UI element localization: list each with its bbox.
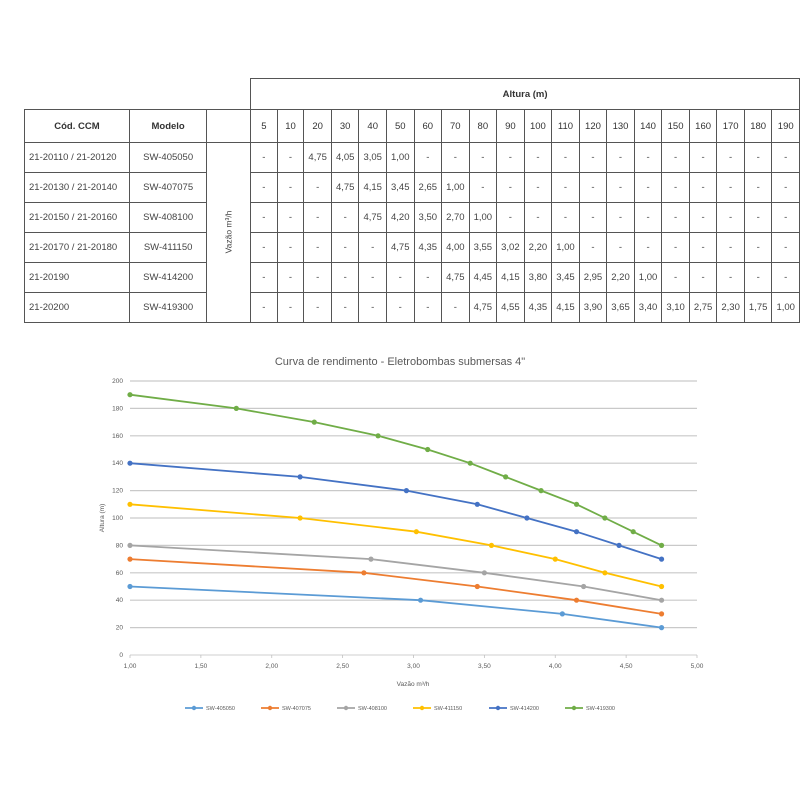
data-point [127,584,132,589]
value-cell: - [524,203,552,233]
value-cell: - [689,173,717,203]
flow-label-cell [207,143,251,323]
data-point [538,488,543,493]
height-header: 160 [689,110,717,143]
table-row [25,263,800,293]
value-cell: 4,75 [386,233,414,263]
axes [112,378,704,670]
value-cell: 4,75 [469,293,497,323]
x-axis-label: Vazão m³/h [396,681,430,688]
value-cell: 3,45 [386,173,414,203]
code-cell: 21-20110 / 21-20120 [25,143,130,173]
value-cell: - [524,143,552,173]
value-cell: 3,05 [359,143,387,173]
height-header: 130 [607,110,635,143]
height-header: 40 [359,110,387,143]
data-point [489,543,494,548]
value-cell: - [717,143,745,173]
value-cell: - [386,263,414,293]
data-point [659,543,664,548]
y-tick-label: 200 [112,378,123,385]
value-cell: 4,05 [331,143,359,173]
data-point [482,570,487,575]
value-cell: - [662,233,690,263]
value-cell: 1,00 [386,143,414,173]
x-tick-label: 3,50 [478,663,491,670]
height-header: 150 [662,110,690,143]
value-cell: 4,75 [331,173,359,203]
value-cell: - [469,173,497,203]
value-cell: 2,20 [607,263,635,293]
value-cell: - [359,233,387,263]
value-cell: - [304,203,332,233]
table-row [25,293,800,323]
y-tick-label: 80 [115,542,123,550]
data-point [468,461,473,466]
data-point [127,502,132,507]
legend-marker [572,706,576,710]
code-header: Cód. CCM [25,110,130,143]
data-point [361,570,366,575]
flow-header-spacer [207,110,251,143]
data-point [631,529,636,534]
value-cell: - [304,233,332,263]
data-point [581,584,586,589]
value-cell: 2,30 [717,293,745,323]
value-cell: - [772,143,800,173]
code-cell: 21-20190 [25,263,130,293]
value-cell: - [497,173,525,203]
code-cell: 21-20200 [25,293,130,323]
value-cell: - [634,203,662,233]
y-tick-label: 0 [119,652,123,659]
chart-title: Curva de rendimento - Eletrobombas submersas 4" [274,356,526,368]
legend-entry [489,706,539,712]
value-cell: 4,75 [304,143,332,173]
height-header: 120 [579,110,607,143]
value-cell: - [689,143,717,173]
height-header: 190 [772,110,800,143]
model-cell: SW-405050 [129,143,206,173]
value-cell: - [277,263,304,293]
x-tick-label: 4,00 [548,663,562,670]
value-cell: - [579,173,607,203]
value-cell: 4,20 [386,203,414,233]
data-point [404,488,409,493]
value-cell: 3,55 [469,233,497,263]
value-cell: - [772,203,800,233]
y-tick-label: 40 [115,597,123,605]
value-cell: - [304,293,332,323]
height-header: 80 [469,110,497,143]
height-header: 5 [251,110,277,143]
value-cell: - [662,263,690,293]
x-tick-label: 2,00 [265,663,279,670]
value-cell: - [689,203,717,233]
y-tick-label: 100 [112,515,123,522]
legend-label: SW-407075 [282,706,311,712]
table-corner [25,79,251,110]
legend-marker [344,706,348,710]
legend-label: SW-419300 [586,706,615,712]
data-point [368,557,373,562]
value-cell: 3,80 [524,263,552,293]
legend-label: SW-411150 [434,706,463,712]
series-group [127,392,664,630]
legend-marker [268,706,272,710]
data-point [475,584,480,589]
data-point [574,502,579,507]
value-cell: - [497,203,525,233]
y-tick-label: 160 [112,432,123,440]
value-cell: - [277,203,304,233]
code-cell: 21-20150 / 21-20160 [25,203,130,233]
value-cell: - [607,143,635,173]
value-cell: - [414,293,442,323]
value-cell: - [744,203,772,233]
value-cell: - [251,173,277,203]
model-cell: SW-408100 [129,203,206,233]
data-point [602,570,607,575]
value-cell: 4,35 [524,293,552,323]
value-cell: - [414,263,442,293]
data-point [425,447,430,452]
legend-label: SW-408100 [358,706,387,712]
value-cell: - [772,173,800,203]
height-header: 70 [442,110,470,143]
value-cell: - [717,263,745,293]
data-point [127,392,132,397]
height-header: 20 [304,110,332,143]
value-cell: 2,95 [579,263,607,293]
value-cell: - [579,203,607,233]
data-point [127,543,132,548]
value-cell: - [331,293,359,323]
value-cell: 4,15 [359,173,387,203]
data-point [574,598,579,603]
value-cell: 4,75 [442,263,470,293]
value-cell: - [277,233,304,263]
data-point [659,625,664,630]
value-cell: - [359,263,387,293]
value-cell: 4,55 [497,293,525,323]
value-cell: - [277,143,304,173]
series-line [130,587,662,628]
value-cell: - [717,203,745,233]
height-header: 30 [331,110,359,143]
value-cell: 2,65 [414,173,442,203]
value-cell: - [634,143,662,173]
value-cell: - [552,173,580,203]
value-cell: - [772,263,800,293]
model-cell: SW-407075 [129,173,206,203]
height-header: 180 [744,110,772,143]
legend-marker [420,706,424,710]
y-tick-label: 140 [112,460,123,468]
value-cell: - [744,173,772,203]
model-cell: SW-411150 [129,233,206,263]
data-point [659,557,664,562]
data-point [418,598,423,603]
legend-marker [496,706,500,710]
value-cell: - [386,293,414,323]
value-cell: - [662,143,690,173]
value-cell: 3,40 [634,293,662,323]
value-cell: 3,65 [607,293,635,323]
value-cell: - [579,233,607,263]
value-cell: - [497,143,525,173]
height-header: 10 [277,110,304,143]
value-cell: - [634,173,662,203]
value-cell: - [251,143,277,173]
value-cell: - [359,293,387,323]
value-cell: - [689,233,717,263]
data-point [602,515,607,520]
table-row [25,203,800,233]
value-cell: - [304,263,332,293]
x-tick-label: 2,50 [336,663,349,670]
performance-table [24,78,800,323]
legend-entry [565,706,615,712]
value-cell: - [331,263,359,293]
x-tick-label: 1,50 [194,663,208,670]
legend-entry [413,706,462,712]
data-point [659,584,664,589]
value-cell: 2,75 [689,293,717,323]
value-cell: 4,45 [469,263,497,293]
legend-marker [192,706,196,710]
x-tick-label: 3,00 [407,663,420,670]
data-point [312,420,317,425]
value-cell: - [607,203,635,233]
code-cell: 21-20130 / 21-20140 [25,173,130,203]
value-cell: - [251,233,277,263]
value-cell: - [277,293,304,323]
legend-label: SW-414200 [510,706,539,712]
data-point [574,529,579,534]
value-cell: - [552,143,580,173]
height-header: 50 [386,110,414,143]
value-cell: 4,15 [552,293,580,323]
value-cell: 4,15 [497,263,525,293]
table-row [25,143,800,173]
value-cell: - [717,233,745,263]
performance-chart [0,345,800,725]
value-cell: 4,35 [414,233,442,263]
series-sw-405050 [127,584,664,630]
value-cell: - [331,233,359,263]
value-cell: - [744,233,772,263]
value-cell: 4,00 [442,233,470,263]
value-cell: 2,70 [442,203,470,233]
y-tick-label: 60 [115,569,123,577]
legend-entry [185,706,235,712]
data-point [298,474,303,479]
data-point [616,543,621,548]
model-cell: SW-414200 [129,263,206,293]
value-cell: 1,00 [772,293,800,323]
value-cell: - [634,233,662,263]
model-header: Modelo [129,110,206,143]
value-cell: - [552,203,580,233]
y-axis-label: Altura (m) [99,503,106,533]
data-point [524,515,529,520]
value-cell: - [772,233,800,263]
height-header: 90 [497,110,525,143]
legend-label: SW-405050 [206,706,235,712]
gridlines [130,381,697,655]
data-point [475,502,480,507]
value-cell: 3,50 [414,203,442,233]
height-header: 170 [717,110,745,143]
height-header: 110 [552,110,580,143]
data-point [503,474,508,479]
value-cell: - [744,143,772,173]
flow-label: Vazão m³/h [223,210,234,254]
data-point [659,611,664,616]
x-tick-label: 4,50 [619,663,633,670]
value-cell: 3,02 [497,233,525,263]
value-cell: - [524,173,552,203]
height-header: 60 [414,110,442,143]
y-tick-label: 120 [112,487,123,495]
height-header: 100 [524,110,552,143]
value-cell: 3,45 [552,263,580,293]
legend [185,706,615,712]
y-tick-label: 20 [115,624,123,632]
legend-entry [337,706,387,712]
data-point [553,557,558,562]
data-point [234,406,239,411]
height-group-header: Altura (m) [251,79,800,110]
x-tick-label: 1,00 [123,663,137,670]
value-cell: 1,00 [552,233,580,263]
value-cell: 1,75 [744,293,772,323]
value-cell: - [414,143,442,173]
value-cell: - [277,173,304,203]
value-cell: 3,10 [662,293,690,323]
value-cell: 4,75 [359,203,387,233]
table-row [25,233,800,263]
value-cell: - [607,173,635,203]
value-cell: 2,20 [524,233,552,263]
y-tick-label: 180 [112,405,123,413]
value-cell: - [744,263,772,293]
data-point [298,515,303,520]
value-cell: - [331,203,359,233]
model-cell: SW-419300 [129,293,206,323]
value-cell: 1,00 [634,263,662,293]
value-cell: - [442,293,470,323]
value-cell: - [579,143,607,173]
code-cell: 21-20170 / 21-20180 [25,233,130,263]
value-cell: - [251,293,277,323]
legend-entry [261,706,311,712]
height-header: 140 [634,110,662,143]
value-cell: - [251,263,277,293]
value-cell: - [442,143,470,173]
value-cell: - [689,263,717,293]
data-point [127,557,132,562]
value-cell: - [662,203,690,233]
x-tick-label: 5,00 [690,663,704,670]
data-point [414,529,419,534]
table-row [25,173,800,203]
data-point [659,598,664,603]
value-cell: - [304,173,332,203]
value-cell: - [662,173,690,203]
value-cell: - [469,143,497,173]
data-point [375,433,380,438]
data-point [127,461,132,466]
value-cell: - [717,173,745,203]
value-cell: 3,90 [579,293,607,323]
value-cell: - [251,203,277,233]
data-point [560,611,565,616]
value-cell: - [607,233,635,263]
value-cell: 1,00 [469,203,497,233]
value-cell: 1,00 [442,173,470,203]
